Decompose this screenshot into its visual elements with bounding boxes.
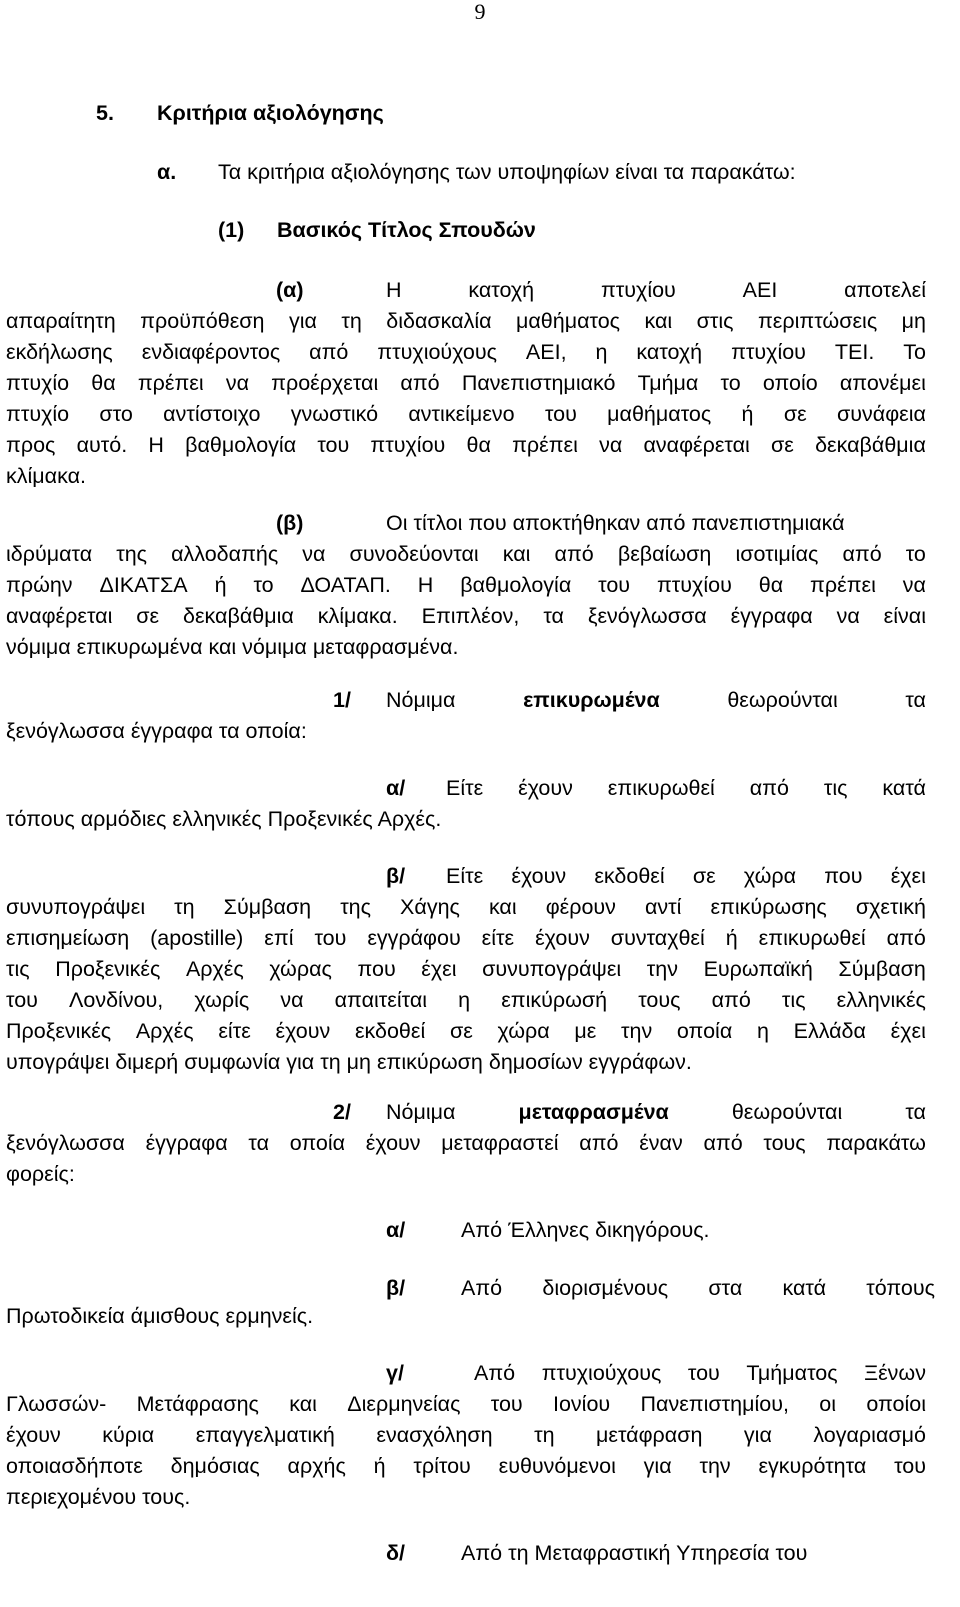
item-2d-text: Από τη Μεταφραστική Υπηρεσία του [461,1541,808,1565]
item-1a-word: έχουν [518,776,573,800]
item-1b-line: επισημείωση (apostille) επί του εγγράφου είτε έχουν συνταχθεί ή επικυρωθεί από [6,926,926,950]
item-1a-label: α/ [386,776,406,800]
item-2-bold-word: μεταφρασμένα [518,1100,669,1124]
item-1b-word: έχουν [511,864,567,888]
item-2-word: τα [905,1100,926,1124]
item-2-label: 2/ [333,1100,351,1124]
item-2c-word: του [687,1361,720,1385]
para-b-line: νόμιμα επικυρωμένα και νόμιμα μεταφρασμένα. [6,635,459,659]
item-2b-word: διορισμένους [542,1276,669,1300]
item-1-bold-word: επικυρωμένα [523,688,660,712]
section-title: Κριτήρια αξιολόγησης [157,101,384,125]
item-2a-label: α/ [386,1218,406,1242]
item-2-line: ξενόγλωσσα έγγραφα τα οποία έχουν μεταφραστεί από έναν από τους παρακάτω [6,1131,926,1155]
para-b-line: ιδρύματα της αλλοδαπής να συνοδεύονται και από βεβαίωση ισοτιμίας από το [6,542,926,566]
item-1b-label: β/ [386,864,406,888]
para-a-line: εκδήλωσης ενδιαφέροντος από πτυχιούχους ΑΕΙ, η κατοχή πτυχίου ΤΕΙ. Το [6,340,926,364]
item-1b-line: Προξενικές Αρχές είτε έχουν εκδοθεί σε χώρα με την οποία η Ελλάδα έχει [6,1019,926,1043]
item-1b-word: χώρα [743,864,797,888]
item-1a-word: Είτε [446,776,484,800]
item-1-word: Νόμιμα [386,688,456,712]
item-1a-first-line [446,773,926,803]
item-2c-word: Ξένων [864,1361,926,1385]
item-2c-label: γ/ [386,1361,404,1385]
item-1b-line: του Λονδίνου, χωρίς να απαιτείται η επικύρωσή τους από τις ελληνικές [6,988,926,1012]
item-2b-word: στα [708,1276,743,1300]
item-2b-label: β/ [386,1276,406,1300]
para-a-line: πτυχίο θα πρέπει να προέρχεται από Πανεπιστημιακό Τμήμα το οποίο απονέμει [6,371,926,395]
para-a-line: πτυχίο στο αντίστοιχο γνωστικό αντικείμενο του μαθήματος ή σε συνάφεια [6,402,926,426]
item-1a-line: τόπους αρμόδιες ελληνικές Προξενικές Αρχές. [6,807,442,831]
item-1-word: θεωρούνται [727,688,838,712]
item-1-word: τα [905,688,926,712]
item-2c-line: Γλωσσών- Μετάφρασης και Διερμηνείας του Ιονίου Πανεπιστημίου, οι οποίοι [6,1392,926,1416]
item-1b-line: υπογράψει διμερή συμφωνία για τη μη επικύρωση δημοσίων εγγράφων. [6,1050,692,1074]
para-a-word: πτυχίου [600,278,676,302]
para-b-line: πρώην ΔΙΚΑΤΣΑ ή το ΔΟΑΤΑΠ. Η βαθμολογία του πτυχίου θα πρέπει να [6,573,926,597]
subsection-1-title: Βασικός Τίτλος Σπουδών [277,218,536,242]
item-2b-line: Πρωτοδικεία άμισθους ερμηνείς. [6,1304,314,1328]
item-1a-word: από [749,776,789,800]
item-2b-first-line [461,1273,935,1303]
item-1b-first-line [446,861,926,891]
item-2c-first-line [474,1358,926,1388]
subsection-a-label: α. [157,160,177,184]
para-a-word: ΑΕΙ [742,278,778,302]
item-2b-word: κατά [782,1276,827,1300]
page-number: 9 [474,0,486,24]
item-1b-word: που [824,864,863,888]
item-2b-word: τόπους [866,1276,935,1300]
item-2d-label: δ/ [386,1541,406,1565]
item-1a-word: επικυρωθεί [607,776,715,800]
item-2-word: Νόμιμα [386,1100,456,1124]
item-2c-line: έχουν κύρια επαγγελματική ενασχόληση τη μετάφραση για λογαριασμό [6,1423,926,1447]
para-b-line: αναφέρεται σε δεκαβάθμια κλίμακα. Επιπλέον, τα ξενόγλωσσα έγγραφα να είναι [6,604,926,628]
para-a-first-line [386,275,926,305]
para-a-line: απαραίτητη προϋπόθεση για τη διδασκαλία μαθήματος και στις περιπτώσεις μη [6,309,926,333]
item-1a-word: τις [823,776,848,800]
item-1a-word: κατά [882,776,926,800]
para-a-word: αποτελεί [844,278,926,302]
item-1b-word: σε [692,864,716,888]
para-a-label: (α) [276,278,304,302]
item-1b-word: έχει [890,864,926,888]
item-1b-word: εκδοθεί [594,864,665,888]
item-2c-word: πτυχιούχους [541,1361,662,1385]
subsection-1-label: (1) [218,218,245,242]
item-2c-word: Τμήματος [746,1361,838,1385]
item-1b-line: συνυπογράψει τη Σύμβαση της Χάγης και φέρουν αντί επικύρωσης σχετική [6,895,926,919]
item-2-first-line [386,1097,926,1127]
para-b-label: (β) [276,511,304,535]
item-2c-line: περιεχομένου τους. [6,1485,191,1509]
item-1-line: ξενόγλωσσα έγγραφα τα οποία: [6,719,307,743]
item-2c-line: οποιασδήποτε δημόσιας αρχής ή τρίτου ευθυνόμενοι για την εγκυρότητα του [6,1454,926,1478]
para-a-line: προς αυτό. Η βαθμολογία του πτυχίου θα πρέπει να αναφέρεται σε δεκαβάθμια [6,433,926,457]
para-a-word: Η [386,278,402,302]
para-b-first-line: Οι τίτλοι που αποκτήθηκαν από πανεπιστημιακά [386,511,845,535]
subsection-a-text: Τα κριτήρια αξιολόγησης των υποψηφίων είναι τα παρακάτω: [218,160,796,184]
item-2-line: φορείς: [6,1162,75,1186]
para-a-word: κατοχή [468,278,535,302]
para-a-line: κλίμακα. [6,464,86,488]
item-1b-line: τις Προξενικές Αρχές χώρας που έχει συνυπογράψει την Ευρωπαϊκή Σύμβαση [6,957,926,981]
item-1-first-line [386,685,926,715]
section-number: 5. [96,101,114,125]
item-2a-text: Από Έλληνες δικηγόρους. [461,1218,710,1242]
item-1-label: 1/ [333,688,351,712]
item-2-word: θεωρούνται [731,1100,843,1124]
item-2c-word: Από [474,1361,516,1385]
item-1b-word: Είτε [446,864,484,888]
item-2b-word: Από [461,1276,503,1300]
